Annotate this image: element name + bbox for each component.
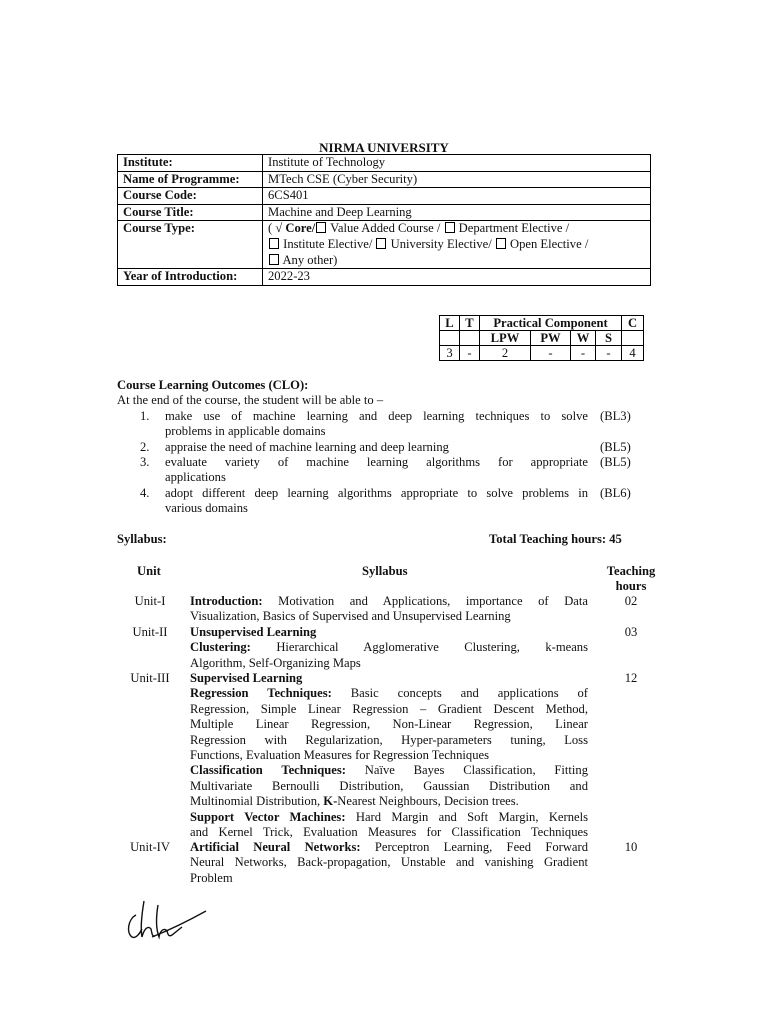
header-pw: PW bbox=[531, 331, 571, 346]
unit-label: Unit-III bbox=[130, 671, 170, 685]
syllabus-label: Syllabus: bbox=[117, 532, 167, 546]
clo-bloom-level: (BL6) bbox=[600, 486, 631, 500]
header-w: W bbox=[571, 331, 596, 346]
signature-image bbox=[122, 893, 212, 945]
course-type-line-1: ( √ Core/ Value Added Course / Department Elective / bbox=[268, 221, 570, 236]
unit-hours: 10 bbox=[624, 840, 638, 854]
course-type-value bbox=[263, 221, 651, 269]
table-row bbox=[440, 316, 644, 331]
total-teaching-hours: Total Teaching hours: 45 bbox=[489, 532, 622, 546]
unit-label: Unit-IV bbox=[130, 840, 170, 854]
column-header-hours: Teaching hours bbox=[606, 564, 656, 594]
value-s: - bbox=[596, 346, 622, 361]
course-title-label: Course Title: bbox=[118, 204, 263, 221]
header-c: C bbox=[622, 316, 644, 331]
clo-heading: Course Learning Outcomes (CLO): bbox=[117, 378, 309, 392]
column-header-syllabus: Syllabus bbox=[362, 564, 408, 578]
table-row bbox=[118, 171, 651, 188]
unit-hours: 03 bbox=[624, 625, 638, 639]
clo-number: 4. bbox=[140, 486, 150, 500]
course-code-value: 6CS401 bbox=[263, 188, 651, 205]
value-lpw: 2 bbox=[480, 346, 531, 361]
table-row bbox=[440, 331, 644, 346]
table-row bbox=[440, 346, 644, 361]
course-info-table bbox=[117, 154, 651, 286]
university-title: NIRMA UNIVERSITY bbox=[319, 140, 449, 155]
value-t: - bbox=[460, 346, 480, 361]
clo-number: 2. bbox=[140, 440, 150, 454]
table-row bbox=[118, 204, 651, 221]
table-row bbox=[118, 155, 651, 172]
unit-hours: 02 bbox=[624, 594, 638, 608]
course-code-label: Course Code: bbox=[118, 188, 263, 205]
clo-text: make use of machine learning and deep learning techniques to solve problems in applicable domains bbox=[165, 409, 588, 439]
header-s: S bbox=[596, 331, 622, 346]
column-header-unit: Unit bbox=[137, 564, 161, 578]
clo-bloom-level: (BL3) bbox=[600, 409, 631, 423]
course-title-value: Machine and Deep Learning bbox=[263, 204, 651, 221]
course-type-label: Course Type: bbox=[118, 221, 263, 269]
checkbox-icon bbox=[496, 238, 506, 249]
clo-text: appraise the need of machine learning and deep learning bbox=[165, 440, 449, 454]
table-row bbox=[118, 188, 651, 205]
clo-text: adopt different deep learning algorithms appropriate to solve problems in various domains bbox=[165, 486, 588, 516]
unit-hours: 12 bbox=[624, 671, 638, 685]
course-type-line-2: Institute Elective/ University Elective/ Open Elective / bbox=[268, 237, 645, 253]
course-type-line-3: Any other) bbox=[268, 253, 645, 269]
ltpc-table bbox=[439, 315, 644, 361]
institute-label: Institute: bbox=[118, 155, 263, 172]
table-row bbox=[118, 221, 651, 269]
clo-intro: At the end of the course, the student will be able to – bbox=[117, 393, 384, 407]
checkbox-icon bbox=[269, 254, 279, 265]
unit-content: Unsupervised Learning Clustering: Hierarchical Agglomerative Clustering, k-means Algorithm, Self-Organizing Maps bbox=[190, 625, 588, 670]
value-c: 4 bbox=[622, 346, 644, 361]
unit-label: Unit-I bbox=[134, 594, 166, 608]
value-l: 3 bbox=[440, 346, 460, 361]
checkbox-icon bbox=[269, 238, 279, 249]
programme-value: MTech CSE (Cyber Security) bbox=[263, 171, 651, 188]
value-pw: - bbox=[531, 346, 571, 361]
clo-text: evaluate variety of machine learning algorithms for appropriate applications bbox=[165, 455, 588, 485]
institute-value: Institute of Technology bbox=[263, 155, 651, 172]
year-value: 2022-23 bbox=[263, 269, 651, 286]
clo-number: 1. bbox=[140, 409, 150, 423]
unit-content: Supervised Learning Regression Techniques: Basic concepts and applications of Regression, Simple Linear Regression – Gradient Descent Method, Multiple Linear Regression, Non-Linear Regression, Linear Regression with Regularization, Hyper-parameters tuning, Loss Functions, Evaluation Measures for Regression Techniques Classification Techniques: Naïve Bayes Classification, Fitting Multivariate Bernoulli Distribution, Gaussian Distribution and Multinomial Distribution, K-Nearest Neighbours, Decision trees. Support Vector Machines: Hard Margin and Soft Margin, Kernels and Kernel Trick, Evaluation Measures for Classification Techniques bbox=[190, 671, 589, 840]
unit-content: Introduction: Motivation and Applications, importance of Data Visualization, Basics of Supervised and Unsupervised Learning bbox=[190, 594, 588, 624]
core-option: Core/ bbox=[285, 221, 316, 236]
header-l: L bbox=[440, 316, 460, 331]
header-t: T bbox=[460, 316, 480, 331]
header-practical-component: Practical Component bbox=[480, 316, 622, 331]
clo-bloom-level: (BL5) bbox=[600, 455, 631, 469]
unit-label: Unit-II bbox=[132, 625, 168, 639]
checkbox-icon bbox=[316, 222, 326, 233]
checkbox-icon bbox=[445, 222, 455, 233]
value-w: - bbox=[571, 346, 596, 361]
header-lpw: LPW bbox=[480, 331, 531, 346]
programme-label: Name of Programme: bbox=[118, 171, 263, 188]
clo-number: 3. bbox=[140, 455, 150, 469]
unit-content: Artificial Neural Networks: Perceptron Learning, Feed Forward Neural Networks, Back-propagation, Unstable and vanishing Gradient Problem bbox=[190, 840, 588, 885]
year-label: Year of Introduction: bbox=[118, 269, 263, 286]
table-row bbox=[118, 269, 651, 286]
checkbox-icon bbox=[376, 238, 386, 249]
clo-bloom-level: (BL5) bbox=[600, 440, 631, 454]
